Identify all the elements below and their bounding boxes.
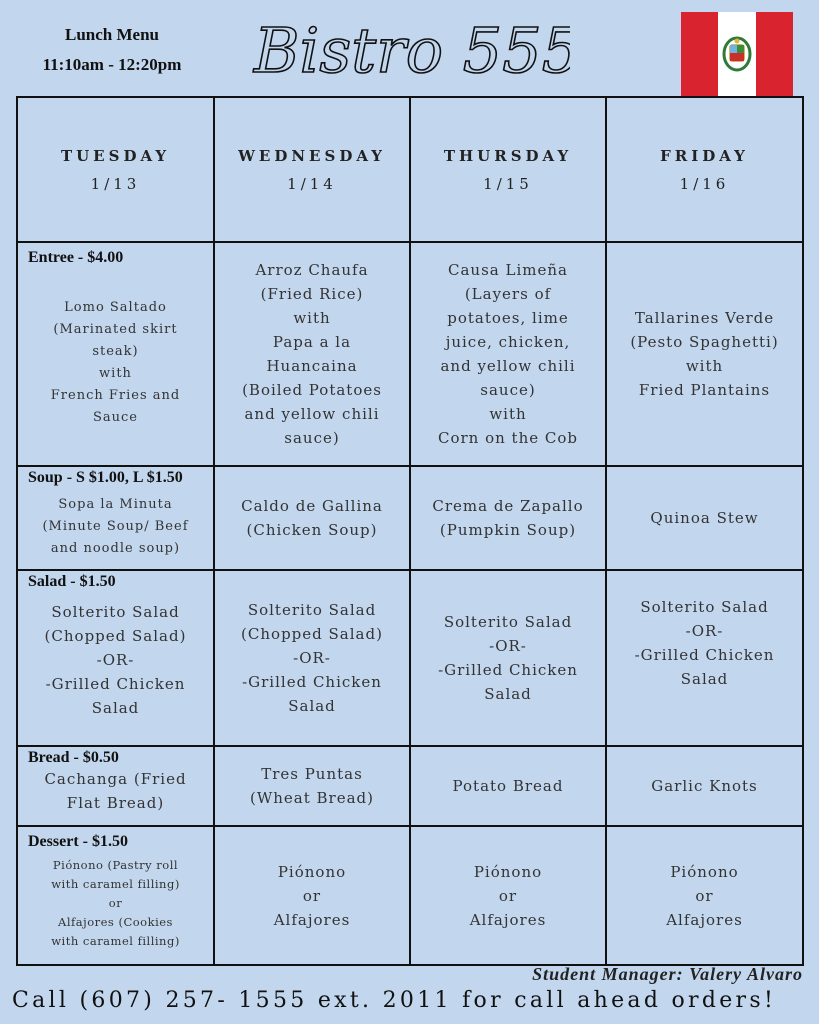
day-header-thursday: THURSDAY 1/15 bbox=[410, 97, 606, 242]
weekly-menu-table bbox=[16, 96, 804, 966]
soup-category-label: Soup - S $1.00, L $1.50 bbox=[28, 469, 183, 486]
salad-wednesday bbox=[214, 570, 410, 746]
menu-item-text: Solterito Salad -OR- -Grilled Chicken Salad bbox=[438, 613, 578, 703]
salad-tuesday bbox=[17, 570, 214, 746]
dessert-tuesday bbox=[17, 826, 214, 965]
bread-tuesday bbox=[17, 746, 214, 826]
dessert-row bbox=[17, 826, 803, 965]
menu-item-text: Caldo de Gallina (Chicken Soup) bbox=[241, 497, 383, 539]
menu-item-text: Solterito Salad (Chopped Salad) -OR- -Grilled Chicken Salad bbox=[44, 603, 187, 717]
menu-item-text: Arroz Chaufa (Fried Rice) with Papa a la Huancaina (Boiled Potatoes and yellow chili sauce) bbox=[242, 261, 382, 447]
bread-row bbox=[17, 746, 803, 826]
entree-tuesday bbox=[17, 242, 214, 466]
menu-item-text: Piónono (Pastry roll with caramel filling) or Alfajores (Cookies with caramel filling) bbox=[51, 858, 180, 948]
menu-item-text: Garlic Knots bbox=[651, 777, 758, 795]
soup-friday bbox=[606, 466, 803, 570]
day-header-wednesday: WEDNESDAY 1/14 bbox=[214, 97, 410, 242]
dessert-friday bbox=[606, 826, 803, 965]
soup-wednesday bbox=[214, 466, 410, 570]
dessert-wednesday bbox=[214, 826, 410, 965]
bread-thursday bbox=[410, 746, 606, 826]
menu-item-text: Quinoa Stew bbox=[650, 509, 759, 527]
entree-wednesday bbox=[214, 242, 410, 466]
salad-category-label: Salad - $1.50 bbox=[28, 573, 116, 590]
soup-thursday bbox=[410, 466, 606, 570]
entree-row bbox=[17, 242, 803, 466]
menu-item-text: Lomo Saltado (Marinated skirt steak) with French Fries and Sauce bbox=[50, 300, 181, 425]
lunch-hours: 11:10am - 12:20pm bbox=[42, 55, 182, 74]
menu-item-text: Sopa la Minuta (Minute Soup/ Beef and noodle soup) bbox=[42, 497, 189, 556]
menu-item-text: Solterito Salad -OR- -Grilled Chicken Salad bbox=[634, 598, 775, 688]
menu-item-text: Causa Limeña (Layers of potatoes, lime juice, chicken, and yellow chili sauce) with Corn on the Cob bbox=[437, 261, 578, 447]
day-header-tuesday: TUESDAY 1/13 bbox=[17, 97, 214, 242]
menu-item-text: Crema de Zapallo (Pumpkin Soup) bbox=[432, 497, 584, 539]
entree-category-label: Entree - $4.00 bbox=[28, 249, 124, 266]
menu-item-text: Tallarines Verde (Pesto Spaghetti) with Fried Plantains bbox=[630, 309, 779, 399]
entree-friday bbox=[606, 242, 803, 466]
bistro-title bbox=[240, 0, 570, 100]
coat-of-arms-icon bbox=[722, 36, 752, 72]
call-ahead-notice: Call (607) 257- 1555 ext. 2011 for call ahead orders! bbox=[12, 988, 777, 1013]
bread-friday bbox=[606, 746, 803, 826]
menu-item-text: Tres Puntas (Wheat Bread) bbox=[249, 765, 374, 807]
day-header-row bbox=[17, 97, 803, 242]
peru-flag-icon bbox=[681, 12, 793, 96]
bread-wednesday bbox=[214, 746, 410, 826]
menu-item-text: Potato Bread bbox=[452, 777, 564, 795]
lunch-menu-label: Lunch Menu bbox=[65, 25, 159, 44]
lunch-menu-header bbox=[22, 20, 202, 80]
salad-friday bbox=[606, 570, 803, 746]
entree-thursday bbox=[410, 242, 606, 466]
student-manager-credit: Student Manager: Valery Alvaro bbox=[532, 964, 803, 984]
dessert-thursday bbox=[410, 826, 606, 965]
bistro-title-script bbox=[240, 0, 570, 100]
salad-row bbox=[17, 570, 803, 746]
soup-row bbox=[17, 466, 803, 570]
dessert-category-label: Dessert - $1.50 bbox=[28, 833, 128, 850]
menu-item-text: Cachanga (Fried Flat Bread) bbox=[44, 770, 187, 812]
salad-thursday bbox=[410, 570, 606, 746]
bistro-title-text: Bistro 555 bbox=[254, 14, 570, 87]
bread-category-label: Bread - $0.50 bbox=[28, 749, 119, 766]
menu-item-text: Piónono or Alfajores bbox=[469, 862, 547, 929]
menu-item-text: Piónono or Alfajores bbox=[273, 862, 351, 929]
menu-item-text: Solterito Salad (Chopped Salad) -OR- -Grilled Chicken Salad bbox=[241, 601, 383, 715]
menu-item-text: Piónono or Alfajores bbox=[666, 862, 743, 929]
soup-tuesday bbox=[17, 466, 214, 570]
day-header-friday: FRIDAY 1/16 bbox=[606, 97, 803, 242]
